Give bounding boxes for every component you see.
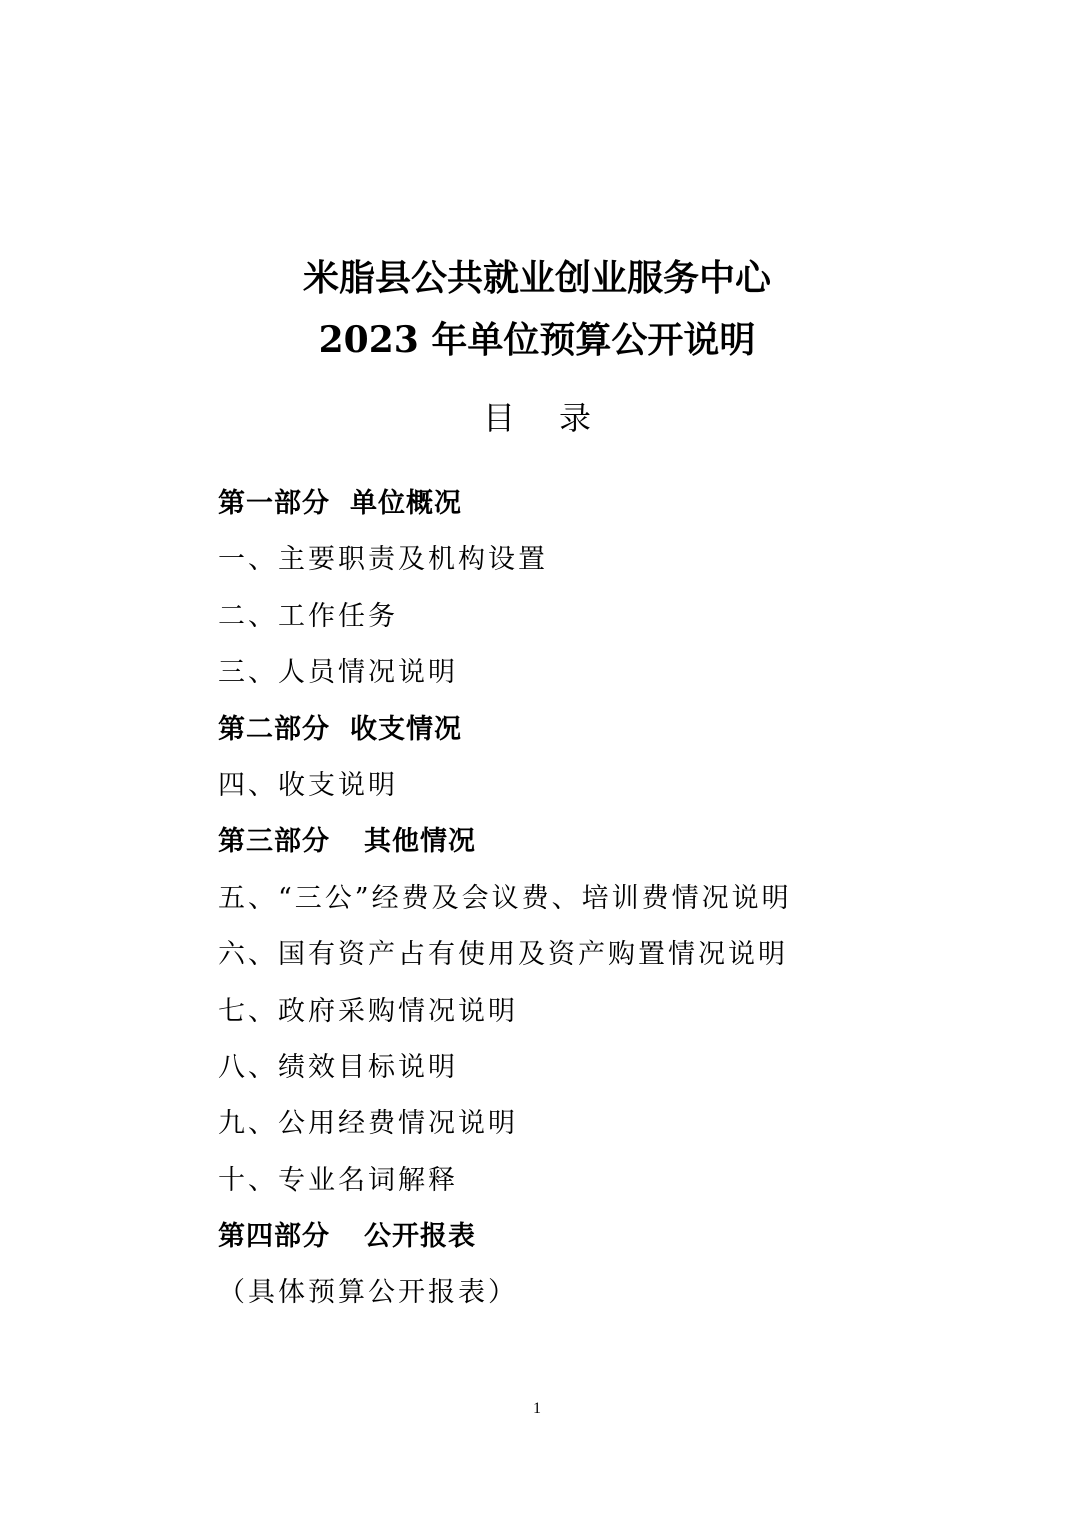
toc-part-4-title: 公开报表 <box>364 1221 476 1253</box>
document-title-line2: 2023 年单位预算公开说明 <box>318 319 756 361</box>
toc-part-2-title: 收支情况 <box>350 713 462 745</box>
toc-item-9: 九、公用经费情况说明 <box>218 1108 518 1140</box>
toc-heading-left: 目 <box>482 399 515 437</box>
toc-item-2: 二、工作任务 <box>218 600 398 632</box>
toc-item-4: 四、收支说明 <box>218 769 398 801</box>
toc-item-6: 六、国有资产占有使用及资产购置情况说明 <box>218 939 788 971</box>
toc-part-2-label: 第二部分 <box>218 713 330 745</box>
toc-part-1 <box>218 482 978 538</box>
toc-note: （具体预算公开报表） <box>218 1277 518 1309</box>
toc-item-3: 三、人员情况说明 <box>218 657 458 689</box>
toc-part-4 <box>218 1215 978 1271</box>
toc-heading <box>0 398 1074 438</box>
toc-item-5: 五、“三公”经费及会议费、培训费情况说明 <box>218 882 792 914</box>
toc-part-3-title: 其他情况 <box>364 826 476 858</box>
toc-part-1-title: 单位概况 <box>350 488 462 519</box>
toc-part-4-label: 第四部分 <box>218 1221 330 1253</box>
toc-part-1-label: 第一部分 <box>218 488 330 519</box>
table-of-contents <box>218 482 978 1328</box>
toc-item-1: 一、主要职责及机构设置 <box>218 544 548 576</box>
document-title-line1: 米脂县公共就业创业服务中心 <box>302 257 771 299</box>
toc-item-8: 八、绩效目标说明 <box>218 1051 458 1083</box>
page-number: 1 <box>533 1400 541 1417</box>
toc-part-3-label: 第三部分 <box>218 826 330 858</box>
toc-part-3 <box>218 820 978 876</box>
toc-item-7: 七、政府采购情况说明 <box>218 995 518 1027</box>
toc-item-10: 十、专业名词解释 <box>218 1164 458 1196</box>
toc-part-2 <box>218 708 978 764</box>
toc-heading-right: 录 <box>559 399 592 437</box>
